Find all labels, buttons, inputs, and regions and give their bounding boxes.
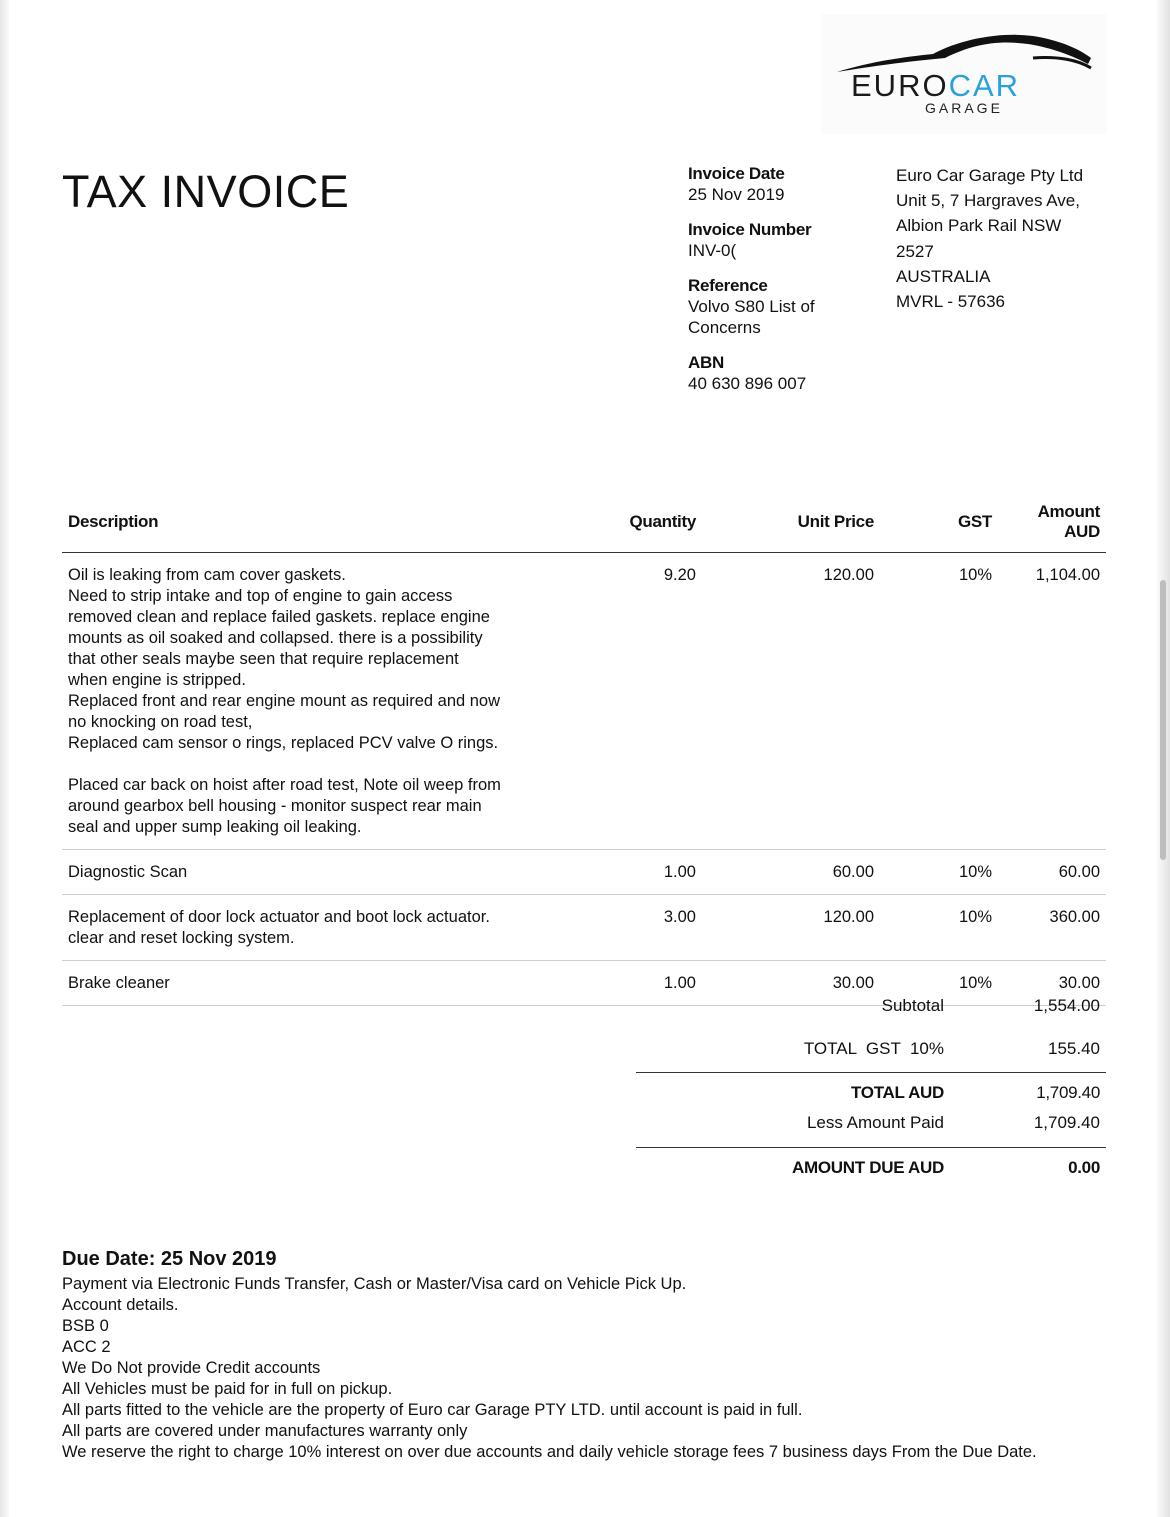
company-address bbox=[896, 163, 1116, 314]
logo-word-dark: EURO bbox=[851, 68, 949, 103]
abn-value: 40 630 896 007 bbox=[688, 374, 807, 393]
footer-line: Account details. bbox=[62, 1296, 179, 1314]
description-line: no knocking on road test, bbox=[68, 713, 253, 731]
invoice-meta bbox=[688, 163, 878, 408]
amount-due-row bbox=[636, 1148, 1106, 1191]
description-line: Oil is leaking from cam cover gaskets. bbox=[68, 566, 346, 584]
gst-total-value: 155.40 bbox=[1048, 1039, 1100, 1058]
reference-block bbox=[688, 275, 878, 338]
company-address-line2: Albion Park Rail NSW bbox=[896, 216, 1062, 236]
invoice-date-block bbox=[688, 163, 878, 205]
description-line: when engine is stripped. bbox=[68, 671, 246, 689]
company-mvrl: MVRL - 57636 bbox=[896, 292, 1005, 312]
description-line bbox=[68, 754, 538, 775]
company-logo bbox=[821, 14, 1107, 134]
reference-label: Reference bbox=[688, 276, 768, 295]
item-unit-price: 60.00 bbox=[724, 850, 888, 895]
subtotal-label: Subtotal bbox=[881, 996, 944, 1015]
item-gst: 10% bbox=[888, 553, 1008, 850]
item-quantity: 1.00 bbox=[544, 850, 724, 895]
item-description bbox=[62, 895, 544, 961]
total-aud-label: TOTAL AUD bbox=[851, 1083, 944, 1102]
description-line: around gearbox bell housing - monitor suspect rear main bbox=[68, 797, 482, 815]
invoice-date-value: 25 Nov 2019 bbox=[688, 185, 785, 204]
gst-total-row bbox=[636, 1029, 1106, 1072]
abn-label: ABN bbox=[688, 353, 724, 372]
footer-line: All Vehicles must be paid for in full on pickup. bbox=[62, 1380, 393, 1398]
logo-word-blue: CAR bbox=[948, 68, 1021, 103]
amount-paid-value: 1,709.40 bbox=[1033, 1113, 1100, 1132]
item-amount: 30.00 bbox=[1008, 961, 1106, 1006]
footer-line: All parts fitted to the vehicle are the property of Euro car Garage PTY LTD. until account is paid in full. bbox=[62, 1401, 803, 1419]
item-amount: 60.00 bbox=[1008, 850, 1106, 895]
logo-subtitle: GARAGE bbox=[925, 100, 1003, 116]
table-header-row bbox=[62, 498, 1106, 553]
scrollbar-thumb[interactable] bbox=[1160, 580, 1166, 860]
footer-line: Payment via Electronic Funds Transfer, Cash or Master/Visa card on Vehicle Pick Up. bbox=[62, 1275, 687, 1293]
item-description bbox=[62, 961, 544, 1006]
item-unit-price: 120.00 bbox=[724, 895, 888, 961]
header-amount: Amount AUD bbox=[1008, 498, 1106, 553]
company-country: AUSTRALIA bbox=[896, 266, 991, 286]
table-row bbox=[62, 850, 1106, 895]
subtotal-value: 1,554.00 bbox=[1033, 996, 1100, 1015]
table-row bbox=[62, 895, 1106, 961]
description-line: Replaced front and rear engine mount as required and now bbox=[68, 692, 501, 710]
total-aud-value: 1,709.40 bbox=[1036, 1083, 1100, 1102]
gst-total-label: TOTAL GST 10% bbox=[803, 1039, 944, 1058]
description-line: clear and reset locking system. bbox=[68, 929, 295, 947]
invoice-number-value: INV-0( bbox=[688, 241, 737, 260]
header-gst: GST bbox=[888, 498, 1008, 553]
payment-terms bbox=[62, 1247, 1122, 1463]
item-unit-price: 120.00 bbox=[724, 553, 888, 850]
item-quantity: 3.00 bbox=[544, 895, 724, 961]
description-line: Brake cleaner bbox=[68, 974, 170, 992]
amount-paid-label: Less Amount Paid bbox=[806, 1113, 944, 1132]
company-name: Euro Car Garage Pty Ltd bbox=[896, 166, 1084, 185]
invoice-number-block bbox=[688, 219, 878, 261]
item-description bbox=[62, 850, 544, 895]
amount-due-label: AMOUNT DUE AUD bbox=[792, 1158, 944, 1177]
item-quantity: 9.20 bbox=[544, 553, 724, 850]
amount-due-value: 0.00 bbox=[1068, 1158, 1100, 1177]
due-date: Due Date: 25 Nov 2019 bbox=[62, 1248, 277, 1270]
description-line: Placed car back on hoist after road test, Note oil weep from bbox=[68, 776, 501, 794]
totals-section bbox=[636, 986, 1106, 1191]
description-line: mounts as oil soaked and collapsed. there is a possibility bbox=[68, 629, 483, 647]
item-quantity: 1.00 bbox=[544, 961, 724, 1006]
item-gst: 10% bbox=[888, 850, 1008, 895]
header-unit-price: Unit Price bbox=[724, 498, 888, 553]
footer-line: All parts are covered under manufactures warranty only bbox=[62, 1422, 468, 1440]
footer-line: BSB 0 bbox=[62, 1317, 109, 1335]
footer-line: ACC 2 bbox=[62, 1338, 111, 1356]
footer-line: We Do Not provide Credit accounts bbox=[62, 1359, 321, 1377]
description-line: removed clean and replace failed gaskets. replace engine bbox=[68, 608, 490, 626]
description-line: that other seals maybe seen that require replacement bbox=[68, 650, 459, 668]
invoice-number-label: Invoice Number bbox=[688, 220, 812, 239]
footer-line: We reserve the right to charge 10% interest on over due accounts and daily vehicle storage fees 7 business days From the Due Date. bbox=[62, 1443, 1037, 1461]
page-edge-left bbox=[0, 0, 9, 1517]
amount-paid-row bbox=[636, 1109, 1106, 1147]
logo-wordmark bbox=[851, 70, 1020, 101]
reference-value: Volvo S80 List of Concerns bbox=[688, 297, 815, 337]
item-amount: 360.00 bbox=[1008, 895, 1106, 961]
page-title: TAX INVOICE bbox=[62, 166, 350, 217]
description-line: Replacement of door lock actuator and boot lock actuator. bbox=[68, 908, 490, 926]
item-gst: 10% bbox=[888, 961, 1008, 1006]
company-postcode: 2527 bbox=[896, 241, 934, 261]
table-row bbox=[62, 553, 1106, 850]
subtotal-row bbox=[636, 986, 1106, 1029]
description-line: Diagnostic Scan bbox=[68, 863, 188, 881]
company-address-line1: Unit 5, 7 Hargraves Ave, bbox=[896, 191, 1080, 211]
header-quantity: Quantity bbox=[544, 498, 724, 553]
item-gst: 10% bbox=[888, 895, 1008, 961]
total-aud-row bbox=[636, 1073, 1106, 1109]
header-description: Description bbox=[62, 498, 544, 553]
abn-block bbox=[688, 352, 878, 394]
description-line: Replaced cam sensor o rings, replaced PCV valve O rings. bbox=[68, 734, 499, 752]
description-line: Need to strip intake and top of engine to gain access bbox=[68, 587, 453, 605]
item-description bbox=[62, 553, 544, 850]
invoice-date-label: Invoice Date bbox=[688, 164, 785, 183]
line-items-table bbox=[62, 498, 1106, 1006]
description-line: seal and upper sump leaking oil leaking. bbox=[68, 818, 362, 836]
item-amount: 1,104.00 bbox=[1008, 553, 1106, 850]
item-unit-price: 30.00 bbox=[724, 961, 888, 1006]
